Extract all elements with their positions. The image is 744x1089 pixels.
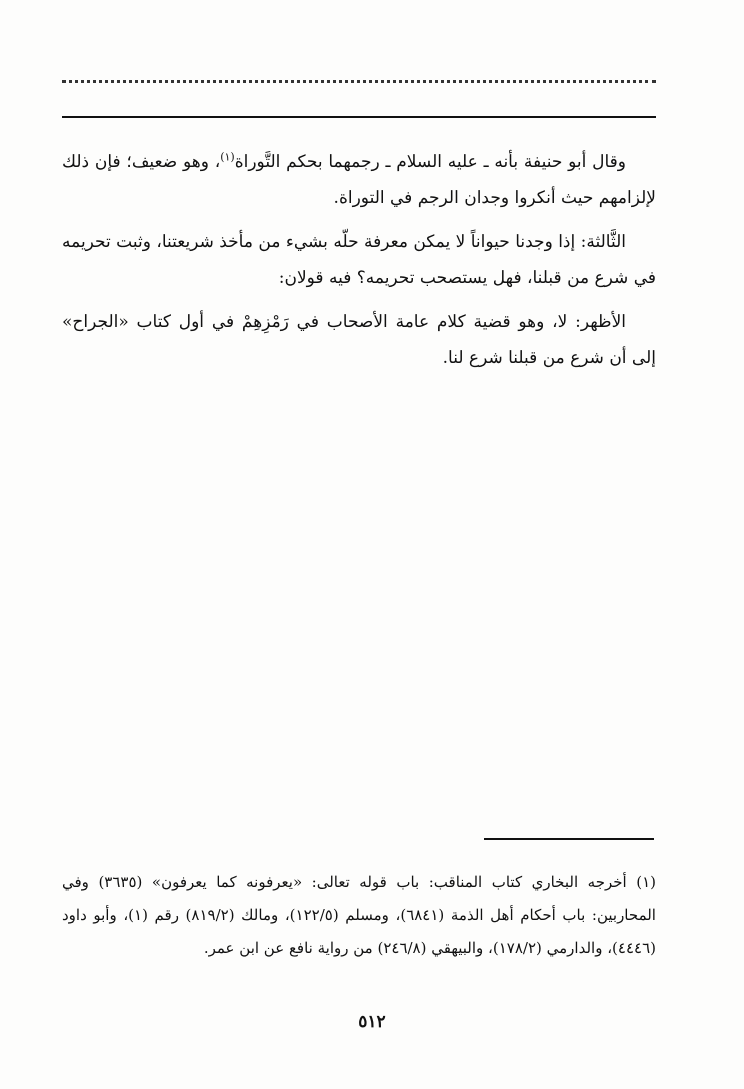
page-number: ٥١٢ bbox=[358, 1012, 386, 1032]
paragraph-1 bbox=[62, 144, 656, 216]
footnote-separator bbox=[484, 838, 654, 840]
footnote-1: (١) أخرجه البخاري كتاب المناقب: باب قوله تعالى: «يعرفونه كما يعرفون» (٣٦٣٥) وفي المحاربين: باب أحكام أهل الذمة (٦٨٤١)، ومسلم (١٢٢/٥)، ومالك (٨١٩/٢) رقم (١)، وأبو داود (٤٤٤٦)، والدارمي (١٧٨/٢)، والبيهقي (٢٤٦/٨) من رواية نافع عن ابن عمر. bbox=[62, 873, 656, 957]
header-rule bbox=[62, 116, 656, 118]
paragraph-2: الثَّالثة: إذا وجدنا حيواناً لا يمكن معرفة حلّه بشيء من مأخذ شريعتنا، وثبت تحريمه في شرع من قبلنا، فهل يستصحب تحريمه؟ فيه قولان: bbox=[62, 232, 656, 288]
main-text bbox=[62, 144, 656, 384]
paragraph-3: الأظهر: لا، وهو قضية كلام عامة الأصحاب في رَمْزِهِمْ في أول كتاب «الجراح» إلى أن شرع من قبلنا شرع لنا. bbox=[62, 312, 656, 368]
header-dotted-line bbox=[62, 80, 656, 83]
paragraph-1-text-end: ، وهو ضعيف؛ فإن ذلك لإلزامهم حيث أنكروا وجدان الرجم في التوراة. bbox=[62, 152, 656, 208]
paragraph-1-text-start: وقال أبو حنيفة بأنه ـ عليه السلام ـ رجمهما بحكم التَّوراة bbox=[234, 152, 627, 172]
footnotes bbox=[62, 866, 656, 965]
footnote-reference[interactable]: (١) bbox=[220, 150, 235, 164]
